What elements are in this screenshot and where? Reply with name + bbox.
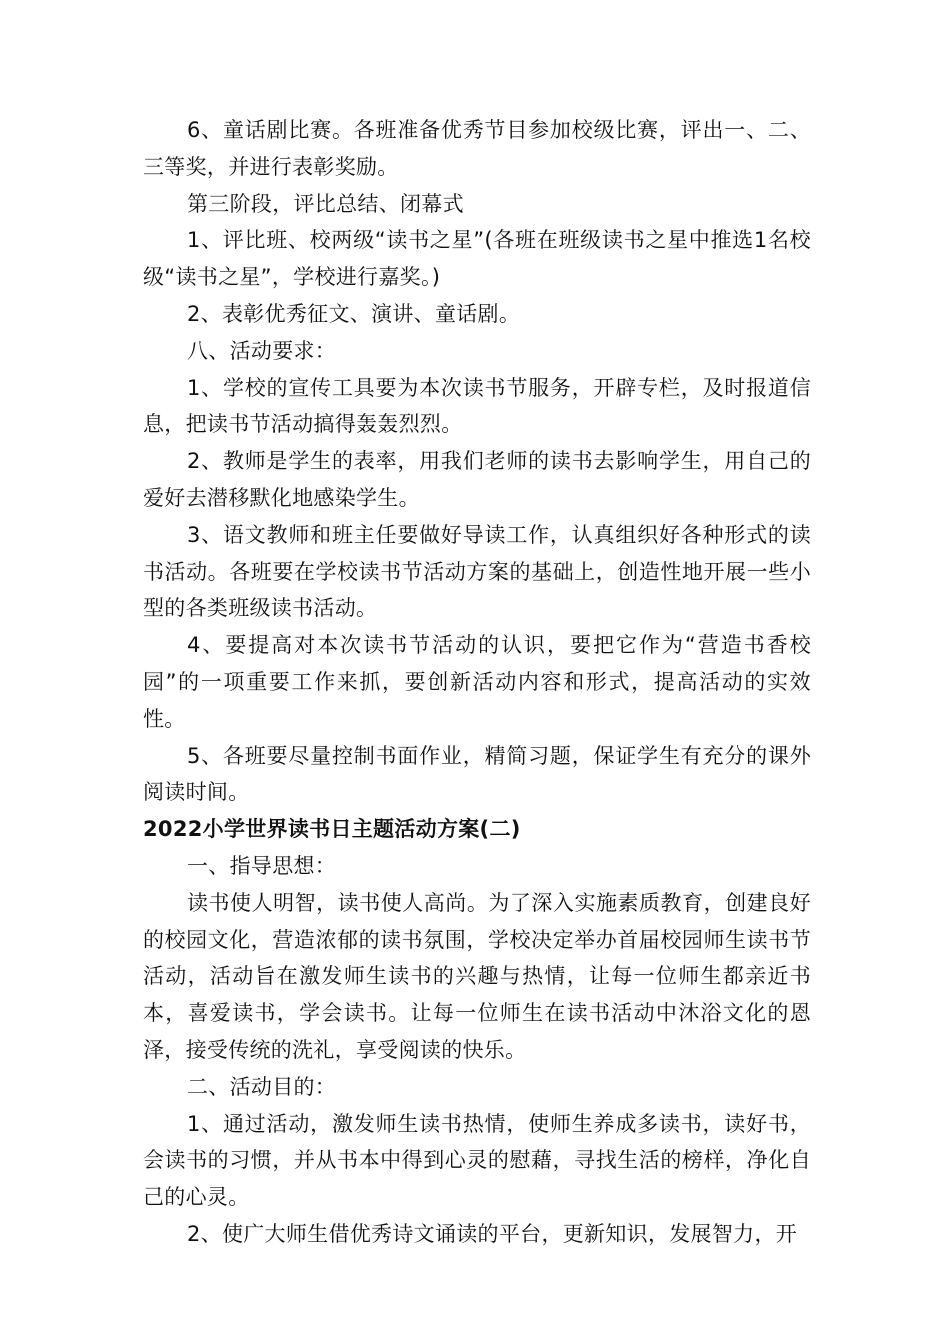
paragraph-stage-three: 第三阶段，评比总结、闭幕式 bbox=[187, 191, 464, 216]
paragraph-requirement-1: 1、学校的宣传工具要为本次读书节服务，开辟专栏，及时报道信息，把读书节活动搞得轰轰烈烈。 bbox=[143, 375, 811, 437]
paragraph-commendation: 2、表彰优秀征文、演讲、童话剧。 bbox=[187, 301, 521, 326]
paragraph-purpose-title: 二、活动目的： bbox=[187, 1074, 337, 1099]
paragraph-section-eight: 八、活动要求： bbox=[187, 338, 337, 363]
paragraph-requirement-3: 3、语文教师和班主任要做好导读工作，认真组织好各种形式的读书活动。各班要在学校读书节活动方案的基础上，创造性地开展一些小型的各类班级读书活动。 bbox=[143, 522, 811, 621]
paragraph-guiding-thought-title: 一、指导思想： bbox=[187, 853, 337, 878]
paragraph-purpose-2: 2、使广大师生借优秀诗文诵读的平台，更新知识，发展智力，开 bbox=[187, 1221, 798, 1246]
paragraph-reading-star: 1、评比班、校两级“读书之星”(各班在班级读书之星中推选1名校级“读书之星”，学校进行嘉奖。) bbox=[143, 228, 811, 290]
paragraph-requirement-5: 5、各班要尽量控制书面作业，精简习题，保证学生有充分的课外阅读时间。 bbox=[143, 743, 811, 805]
document-page bbox=[143, 112, 811, 1253]
paragraph-guiding-thought: 读书使人明智，读书使人高尚。为了深入实施素质教育，创建良好的校园文化，营造浓郁的读书氛围，学校决定举办首届校园师生读书节活动，活动旨在激发师生读书的兴趣与热情，让每一位师生都亲近书本，喜爱读书，学会读书。让每一位师生在读书活动中沐浴文化的恩泽，接受传统的洗礼，享受阅读的快乐。 bbox=[143, 890, 811, 1062]
paragraph-requirement-4: 4、要提高对本次读书节活动的认识，要把它作为“营造书香校园”的一项重要工作来抓，要创新活动内容和形式，提高活动的实效性。 bbox=[143, 633, 811, 731]
section-heading: 2022小学世界读书日主题活动方案(二) bbox=[143, 817, 521, 842]
paragraph-purpose-1: 1、通过活动，激发师生读书热情，使师生养成多读书，读好书，会读书的习惯，并从书本中得到心灵的慰藉，寻找生活的榜样，净化自己的心灵。 bbox=[143, 1111, 811, 1210]
paragraph-competition-drama: 6、童话剧比赛。各班准备优秀节目参加校级比赛，评出一、二、三等奖，并进行表彰奖励。 bbox=[143, 118, 811, 179]
paragraph-requirement-2: 2、教师是学生的表率，用我们老师的读书去影响学生，用自己的爱好去潜移默化地感染学生。 bbox=[143, 449, 811, 510]
